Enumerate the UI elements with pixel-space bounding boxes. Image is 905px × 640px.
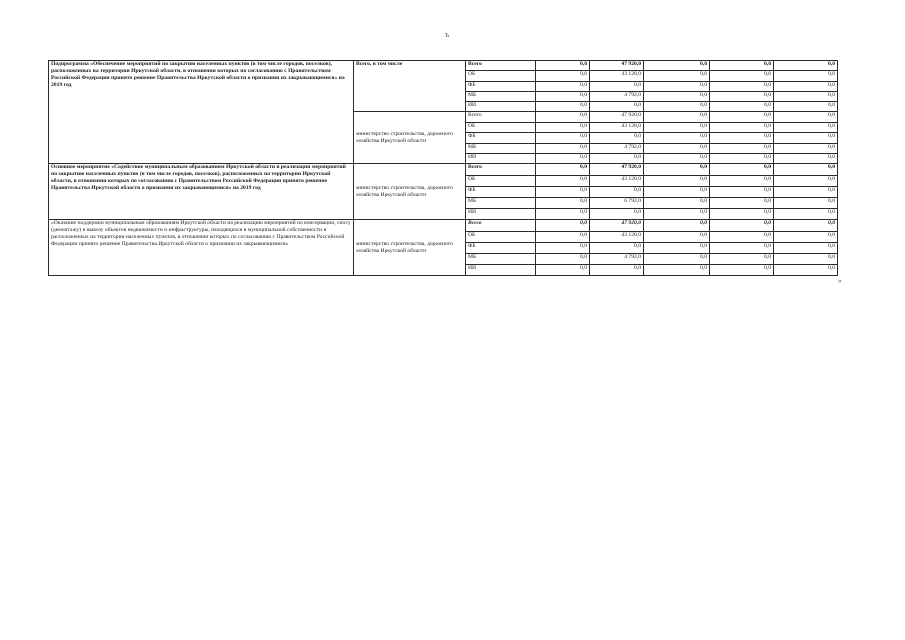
value-cell: 47 920,0 — [590, 164, 644, 175]
value-cell: 0,0 — [774, 175, 838, 186]
value-cell: 0,0 — [536, 220, 590, 231]
value-cell: 4 792,0 — [590, 253, 644, 264]
trailing-mark: » — [838, 277, 842, 285]
value-cell: 6 792,0 — [590, 198, 644, 209]
value-cell: 0,0 — [710, 61, 774, 71]
value-cell: 0,0 — [710, 231, 774, 242]
value-cell: 0,0 — [774, 112, 838, 122]
budget-table — [48, 60, 838, 276]
table-row — [49, 220, 838, 231]
responsible-cell: Всего, в том числе — [354, 61, 466, 112]
source-cell: МБ — [466, 91, 536, 101]
source-cell: ФБ — [466, 133, 536, 143]
value-cell: 0,0 — [644, 154, 710, 164]
source-cell: ОБ — [466, 122, 536, 132]
value-cell: 0,0 — [710, 91, 774, 101]
value-cell: 0,0 — [710, 164, 774, 175]
value-cell: 0,0 — [774, 231, 838, 242]
source-cell: ФБ — [466, 242, 536, 253]
value-cell: 0,0 — [536, 186, 590, 197]
value-cell: 0,0 — [710, 265, 774, 276]
value-cell: 0,0 — [644, 186, 710, 197]
value-cell: 0,0 — [590, 154, 644, 164]
value-cell: 47 920,0 — [590, 112, 644, 122]
source-cell: ИИ — [466, 209, 536, 220]
value-cell: 0,0 — [644, 231, 710, 242]
value-cell: 0,0 — [710, 220, 774, 231]
value-cell: 0,0 — [590, 209, 644, 220]
value-cell: 0,0 — [644, 122, 710, 132]
source-cell: ОБ — [466, 175, 536, 186]
value-cell: 0,0 — [536, 198, 590, 209]
value-cell: 0,0 — [590, 186, 644, 197]
responsible-cell: министерство строительства, дорожного хозяйства Иркутской области — [354, 164, 466, 220]
value-cell: 0,0 — [774, 91, 838, 101]
value-cell: 0,0 — [710, 122, 774, 132]
value-cell: 0,0 — [774, 102, 838, 112]
value-cell: 0,0 — [536, 175, 590, 186]
source-cell: Всего — [466, 220, 536, 231]
value-cell: 0,0 — [536, 71, 590, 81]
value-cell: 0,0 — [710, 186, 774, 197]
value-cell: 0,0 — [536, 253, 590, 264]
value-cell: 0,0 — [774, 164, 838, 175]
source-cell: МБ — [466, 253, 536, 264]
value-cell: 0,0 — [774, 209, 838, 220]
value-cell: 0,0 — [710, 253, 774, 264]
value-cell: 0,0 — [644, 242, 710, 253]
value-cell: 43 128,0 — [590, 231, 644, 242]
value-cell: 0,0 — [644, 112, 710, 122]
value-cell: 0,0 — [644, 61, 710, 71]
value-cell: 0,0 — [710, 209, 774, 220]
source-cell: Всего — [466, 164, 536, 175]
value-cell: 0,0 — [644, 220, 710, 231]
value-cell: 0,0 — [774, 265, 838, 276]
value-cell: 43 128,0 — [590, 122, 644, 132]
value-cell: 0,0 — [536, 265, 590, 276]
value-cell: 0,0 — [710, 198, 774, 209]
section-description: «Оказание поддержки муниципальным образованиям Иркутской области на реализацию мероприятий по консервации, сносу (демонтажу) и вывозу объектов недвижимости и инфраструктуры, находящихся в муниципальной собственности и расположенных на территории населенных пунктов, в отношении которых по согласованию с Правительством Российской Федерации принято решение Правительства Иркутской области о признании их закрывающимися» — [49, 220, 354, 276]
value-cell: 0,0 — [774, 61, 838, 71]
value-cell: 0,0 — [774, 242, 838, 253]
value-cell: 0,0 — [644, 102, 710, 112]
source-cell: МБ — [466, 143, 536, 153]
source-cell: ФБ — [466, 81, 536, 91]
value-cell: 0,0 — [536, 164, 590, 175]
table-row — [49, 164, 838, 175]
responsible-cell: министерство строительства, дорожного хозяйства Иркутской области — [354, 220, 466, 276]
value-cell: 47 920,0 — [590, 61, 644, 71]
value-cell: 0,0 — [710, 112, 774, 122]
value-cell: 0,0 — [536, 61, 590, 71]
value-cell: 0,0 — [774, 81, 838, 91]
value-cell: 0,0 — [590, 265, 644, 276]
value-cell: 0,0 — [774, 122, 838, 132]
value-cell: 0,0 — [536, 154, 590, 164]
source-cell: Всего — [466, 112, 536, 122]
value-cell: 0,0 — [644, 164, 710, 175]
value-cell: 0,0 — [774, 143, 838, 153]
value-cell: 0,0 — [774, 253, 838, 264]
source-cell: МБ — [466, 198, 536, 209]
value-cell: 0,0 — [644, 265, 710, 276]
value-cell: 0,0 — [590, 81, 644, 91]
value-cell: 0,0 — [536, 231, 590, 242]
value-cell: 0,0 — [536, 209, 590, 220]
value-cell: 0,0 — [710, 242, 774, 253]
value-cell: 0,0 — [644, 253, 710, 264]
value-cell: 0,0 — [536, 143, 590, 153]
value-cell: 0,0 — [644, 91, 710, 101]
value-cell: 0,0 — [710, 154, 774, 164]
value-cell: 0,0 — [536, 102, 590, 112]
value-cell: 0,0 — [644, 71, 710, 81]
source-cell: ИИ — [466, 102, 536, 112]
value-cell: 43 128,0 — [590, 175, 644, 186]
value-cell: 0,0 — [644, 81, 710, 91]
section-description: Подпрограмма «Обеспечение мероприятий по закрытию населенных пунктов (в том числе городов, поселков), расположенных на территории Иркутской области, в отношении которых по согласованию с Правительством Российской Федерации принято решение Правительства Иркутской области о признании их закрывающимися» на 2019 год — [49, 61, 354, 164]
value-cell: 0,0 — [644, 143, 710, 153]
value-cell: 0,0 — [774, 198, 838, 209]
source-cell: ОБ — [466, 231, 536, 242]
value-cell: 0,0 — [536, 91, 590, 101]
value-cell: 0,0 — [644, 133, 710, 143]
value-cell: 0,0 — [710, 143, 774, 153]
value-cell: 0,0 — [644, 209, 710, 220]
value-cell: 0,0 — [774, 133, 838, 143]
value-cell: 47 920,0 — [590, 220, 644, 231]
value-cell: 0,0 — [590, 102, 644, 112]
source-cell: ФБ — [466, 186, 536, 197]
value-cell: 0,0 — [710, 175, 774, 186]
value-cell: 0,0 — [536, 81, 590, 91]
value-cell: 4 792,0 — [590, 91, 644, 101]
value-cell: 0,0 — [536, 122, 590, 132]
value-cell: 0,0 — [774, 154, 838, 164]
table-row — [49, 61, 838, 71]
value-cell: 0,0 — [644, 198, 710, 209]
value-cell: 0,0 — [774, 186, 838, 197]
value-cell: 0,0 — [774, 71, 838, 81]
value-cell: 43 128,0 — [590, 71, 644, 81]
value-cell: 0,0 — [536, 112, 590, 122]
source-cell: ИИ — [466, 154, 536, 164]
section-description: Основное мероприятие «Содействие муниципальным образованиям Иркутской области в реализации мероприятий по закрытию населенных пунктов (в том числе городов, поселков), расположенных на территории Иркутской области, в отношении которых по согласованию с Правительством Российской Федерации принято решение Правительства Иркутской области о признании их закрывающимися» на 2019 год — [49, 164, 354, 220]
source-cell: Всего — [466, 61, 536, 71]
value-cell: 0,0 — [710, 81, 774, 91]
value-cell: 4 792,0 — [590, 143, 644, 153]
value-cell: 0,0 — [710, 133, 774, 143]
page-mark: ъ — [445, 30, 450, 39]
value-cell: 0,0 — [644, 175, 710, 186]
responsible-cell: министерство строительства, дорожного хозяйства Иркутской области — [354, 112, 466, 164]
source-cell: ОБ — [466, 71, 536, 81]
value-cell: 0,0 — [774, 220, 838, 231]
value-cell: 0,0 — [590, 242, 644, 253]
source-cell: ИИ — [466, 265, 536, 276]
value-cell: 0,0 — [710, 102, 774, 112]
value-cell: 0,0 — [536, 133, 590, 143]
value-cell: 0,0 — [710, 71, 774, 81]
value-cell: 0,0 — [590, 133, 644, 143]
value-cell: 0,0 — [536, 242, 590, 253]
